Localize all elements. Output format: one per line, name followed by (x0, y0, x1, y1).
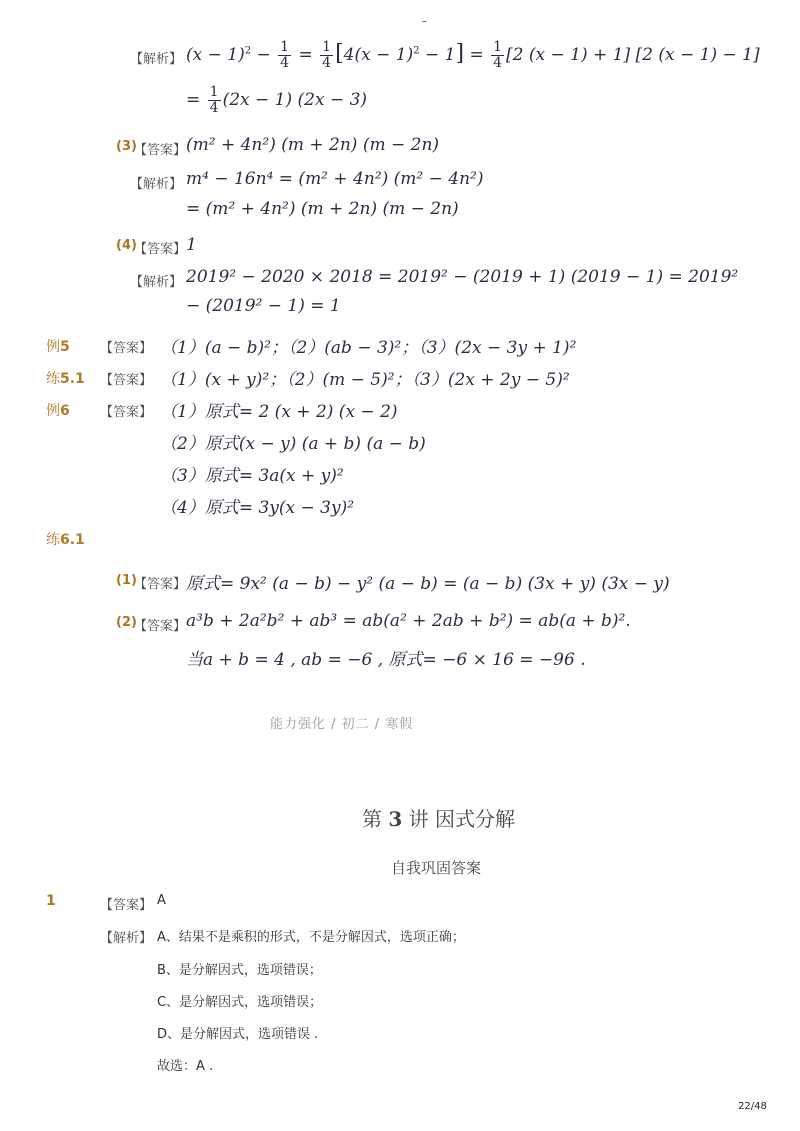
fraction-1-4: $\frac{1}{4}$ (280, 39, 290, 71)
analysis-formula-line1: m⁴ − 16n⁴ = (m² + 4n²) (m² − 4n²) (186, 169, 484, 189)
section-subtitle: 自我巩固答案 (391, 859, 482, 877)
practice-label: 练5.1 (46, 371, 85, 387)
answer-value: A (157, 893, 166, 908)
analysis-option-b: B、是分解因式，选项错误； (157, 963, 322, 978)
question-number: 1 (46, 893, 56, 909)
answer-formula: (m² + 4n²) (m + 2n) (m − 2n) (186, 135, 440, 155)
fraction-1-4: $\frac{1}{4}$ (322, 39, 332, 71)
subpart-number: (2) (116, 615, 137, 630)
answer-label: 【答案】 (100, 341, 153, 356)
analysis-formula-line1: $(x - 1)^2$ − $\frac{1}{4}$ = $\frac{1}{4}$ $[4(x - 1)^2 - 1]$ = $\frac{1}{4}$ [2 (x − 1) + 1] [2 (x − 1) − 1] (186, 39, 760, 71)
analysis-label: 【解析】 (130, 52, 183, 67)
subpart-number: (4) (116, 238, 137, 253)
page-number: 22/48 (738, 1101, 767, 1112)
practice-answer-2-line2: 当a + b = 4 , ab = −6 , 原式= −6 × 16 = −96 . (186, 650, 586, 670)
fraction-1-4: $\frac{1}{4}$ (209, 84, 219, 116)
answer-label: 【答案】 (134, 577, 187, 592)
analysis-formula-line2: − (2019² − 1) = 1 (186, 296, 341, 316)
answer-value: 1 (186, 235, 197, 255)
analysis-option-c: C、是分解因式，选项错误； (157, 995, 323, 1010)
answer-label: 【答案】 (100, 373, 153, 388)
formula-lhs: (x − 1) (186, 45, 245, 65)
practice-answer: （1）(x + y)²；（2）(m − 5)²；（3）(2x + 2y − 5)² (160, 370, 570, 390)
subpart-number: (3) (116, 139, 137, 154)
example-answer-line4: （4）原式= 3y(x − 3y)² (160, 498, 355, 518)
running-footer: 能力强化 / 初二 / 寒假 (270, 717, 414, 732)
answer-label: 【答案】 (100, 405, 153, 420)
example-label: 例6 (46, 403, 70, 419)
analysis-label: 【解析】 (130, 177, 183, 192)
analysis-option-d: D、是分解因式，选项错误 . (157, 1027, 319, 1042)
subpart-number: (1) (116, 573, 137, 588)
analysis-conclusion: 故选：A . (157, 1059, 214, 1074)
answer-label: 【答案】 (100, 898, 153, 913)
practice-answer-2: a³b + 2a²b² + ab³ = ab(a² + 2ab + b²) = ab(a + b)². (186, 611, 631, 631)
answer-label: 【答案】 (134, 143, 187, 158)
analysis-label: 【解析】 (130, 275, 183, 290)
example-answer-line2: （2）原式(x − y) (a + b) (a − b) (160, 434, 426, 454)
example-answer-line1: （1）原式= 2 (x + 2) (x − 2) (160, 402, 398, 422)
practice-answer-1: 原式= 9x² (a − b) − y² (a − b) = (a − b) (3x + y) (3x − y) (186, 574, 670, 594)
example-answer-line3: （3）原式= 3a(x + y)² (160, 466, 344, 486)
example-answer: （1）(a − b)²；（2）(ab − 3)²；（3）(2x − 3y + 1)² (160, 338, 577, 358)
analysis-formula-line2: = $\frac{1}{4}$ (2x − 1) (2x − 3) (186, 84, 368, 116)
fraction-1-4: $\frac{1}{4}$ (493, 39, 503, 71)
analysis-option-a: A、结果不是乘积的形式，不是分解因式，选项正确； (157, 930, 465, 945)
example-label: 例5 (46, 339, 70, 355)
section-title: 第 3 讲 因式分解 (362, 807, 515, 831)
analysis-formula-line2: = (m² + 4n²) (m + 2n) (m − 2n) (186, 199, 459, 219)
top-dash: - (422, 14, 427, 28)
analysis-formula-line1: 2019² − 2020 × 2018 = 2019² − (2019 + 1) (2019 − 1) = 2019² (186, 267, 739, 287)
answer-label: 【答案】 (134, 619, 187, 634)
answer-label: 【答案】 (134, 242, 187, 257)
analysis-label: 【解析】 (100, 931, 153, 946)
practice-label: 练6.1 (46, 532, 85, 548)
